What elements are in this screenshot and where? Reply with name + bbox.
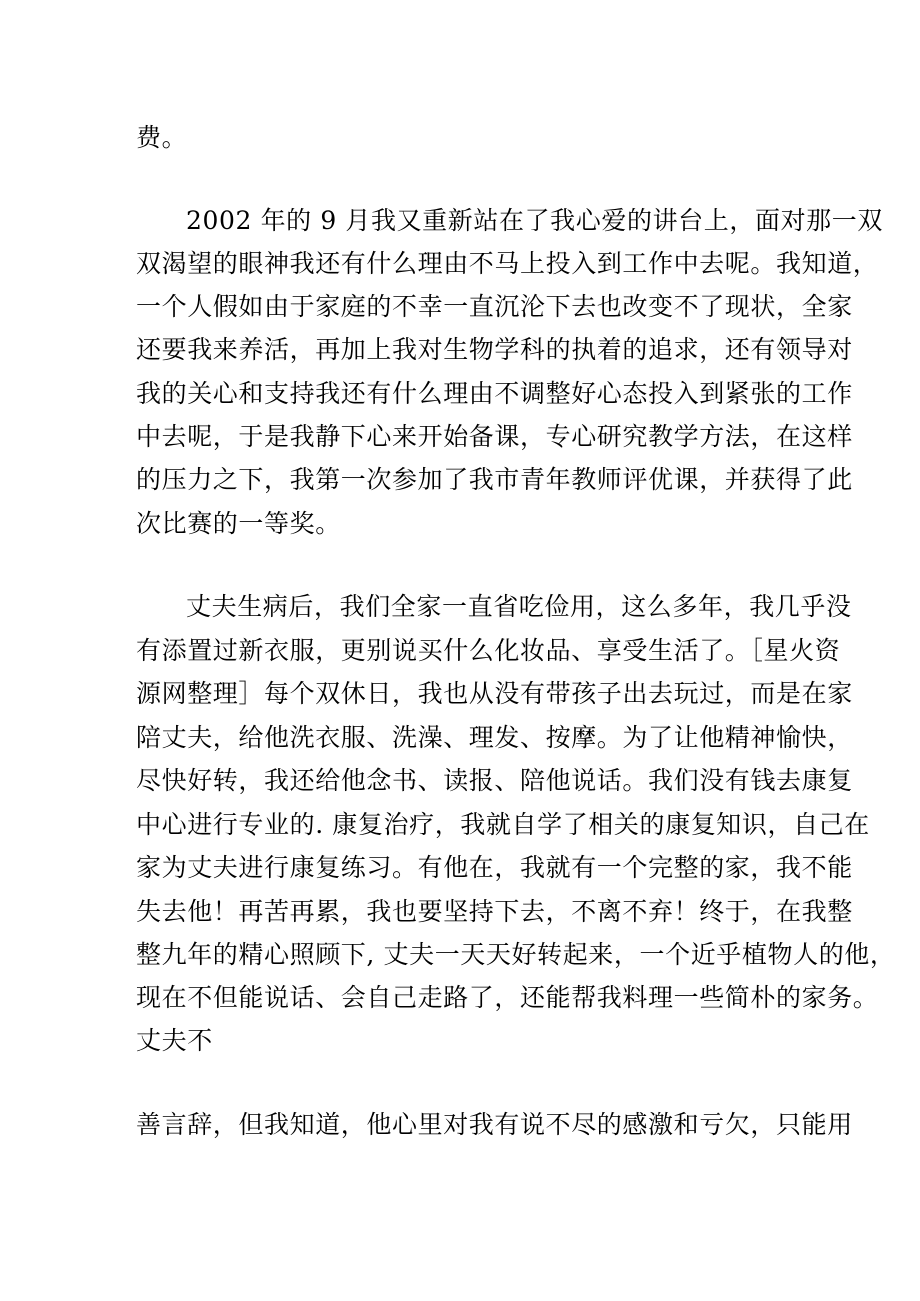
text-line: 的压力之下，我第一次参加了我市青年教师评优课，并获得了此	[136, 465, 853, 494]
text-line: 善言辞，但我知道，他心里对我有说不尽的感激和亏欠，只能用	[136, 1110, 853, 1139]
text-line: 次比赛的一等奖。	[136, 509, 341, 538]
text-line: 一个人假如由于家庭的不幸一直沉沦下去也改变不了现状，全家	[136, 292, 853, 321]
text-line: 家为丈夫进行康复练习。有他在，我就有一个完整的家，我不能	[136, 853, 853, 882]
text-line: 费。	[136, 123, 188, 152]
text-line: 2002 年的 9 月我又重新站在了我心爱的讲台上，面对那一双	[186, 206, 883, 235]
text-line: 有添置过新衣服，更别说买什么化妆品、享受生活了。［星火资	[136, 636, 841, 665]
text-line: 源网整理］每个双休日，我也从没有带孩子出去玩过，而是在家	[136, 679, 853, 708]
text-line: 失去他！再苦再累，我也要坚持下去，不离不弃！终于，在我整	[136, 897, 853, 926]
text-line: 双渴望的眼神我还有什么理由不马上投入到工作中去呢。我知道，	[136, 249, 879, 278]
text-line: 陪丈夫，给他洗衣服、洗澡、理发、按摩。为了让他精神愉快，	[136, 723, 853, 752]
text-line: 现在不但能说话、会自己走路了，还能帮我料理一些简朴的家务。	[136, 983, 879, 1012]
text-line: 中心进行专业的. 康复治疗，我就自学了相关的康复知识，自己在	[136, 810, 870, 839]
text-line: 我的关心和支持我还有什么理由不调整好心态投入到紧张的工作	[136, 379, 853, 408]
text-line: 整九年的精心照顾下, 丈夫一天天好转起来，一个近乎植物人的他，	[136, 940, 896, 969]
text-line: 尽快好转，我还给他念书、读报、陪他说话。我们没有钱去康复	[136, 766, 853, 795]
text-line: 还要我来养活，再加上我对生物学科的执着的追求，还有领导对	[136, 335, 853, 364]
text-line: 丈夫不	[136, 1026, 213, 1055]
text-line: 丈夫生病后，我们全家一直省吃俭用，这么多年，我几乎没	[186, 592, 852, 621]
text-line: 中去呢，于是我静下心来开始备课，专心研究教学方法，在这样	[136, 422, 853, 451]
